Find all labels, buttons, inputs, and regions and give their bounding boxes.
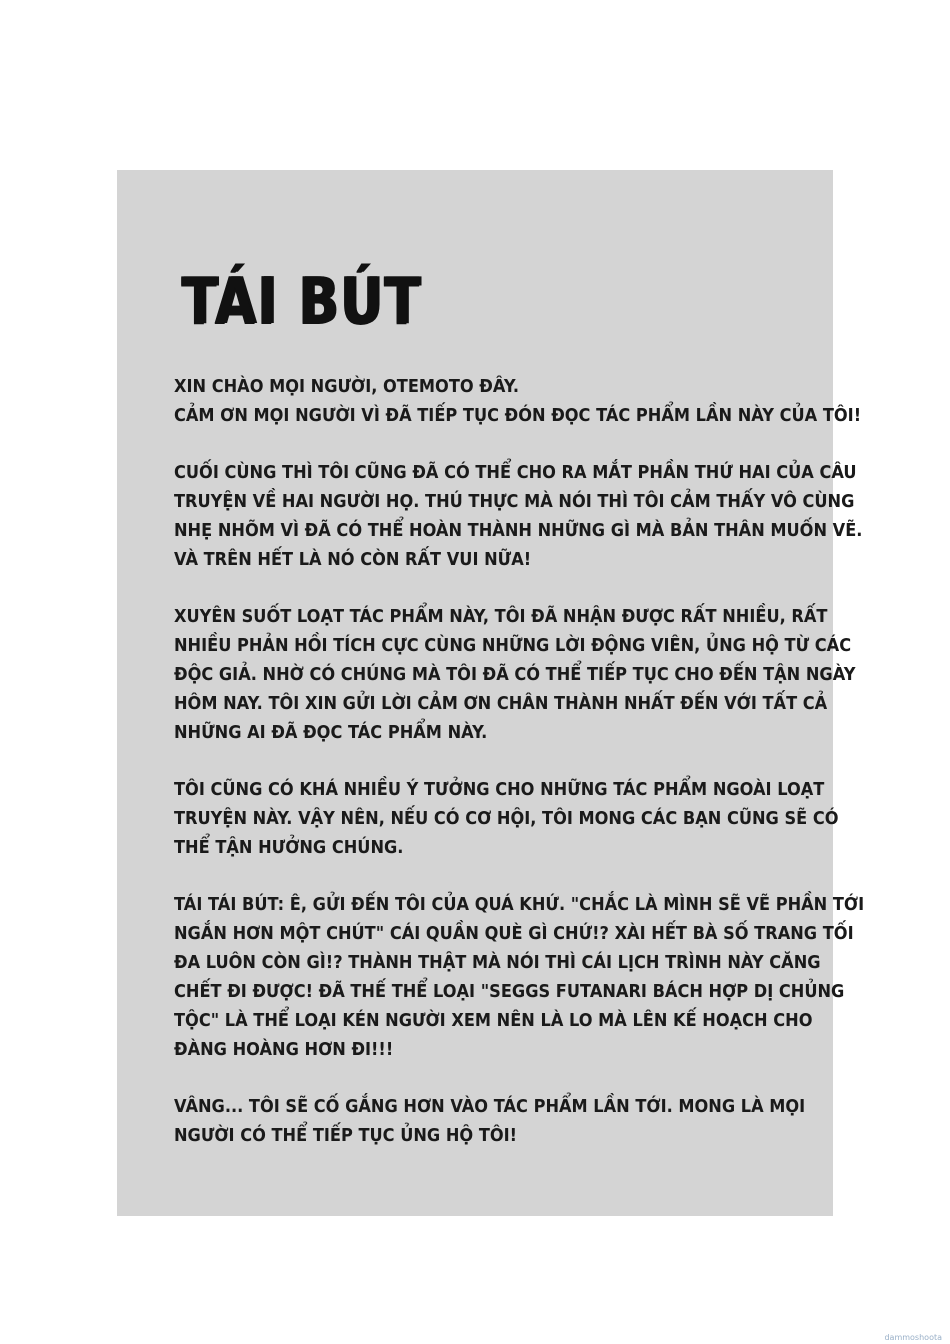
text-line: NGẮN HƠN MỘT CHÚT" CÁI QUẦN QUÈ GÌ CHỨ!? XÀI HẾT BÀ SỐ TRANG TỐI — [174, 923, 854, 944]
text-line: TÔI CŨNG CÓ KHÁ NHIỀU Ý TƯỞNG CHO NHỮNG TÁC PHẨM NGOÀI LOẠT — [174, 779, 825, 800]
paragraph-ideas — [174, 775, 839, 862]
text-line: VÂNG... TÔI SẼ CỐ GẮNG HƠN VÀO TÁC PHẨM LẦN TỚI. MONG LÀ MỌI — [174, 1096, 806, 1117]
text-line: ĐA LUÔN CÒN GÌ!? THÀNH THẬT MÀ NÓI THÌ CÁI LỊCH TRÌNH NÀY CĂNG — [174, 952, 821, 973]
text-line: CUỐI CÙNG THÌ TÔI CŨNG ĐÃ CÓ THỂ CHO RA MẮT PHẦN THỨ HAI CỦA CÂU — [174, 462, 857, 483]
paragraph-second-part — [174, 458, 863, 574]
text-line: NGƯỜI CÓ THỂ TIẾP TỤC ỦNG HỘ TÔI! — [174, 1125, 518, 1146]
text-line: CHẾT ĐI ĐƯỢC! ĐÃ THẾ THỂ LOẠI "SEGGS FUTANARI BÁCH HỢP DỊ CHỦNG — [174, 981, 845, 1002]
text-line: CẢM ƠN MỌI NGƯỜI VÌ ĐÃ TIẾP TỤC ĐÓN ĐỌC TÁC PHẨM LẦN NÀY CỦA TÔI! — [174, 405, 862, 426]
text-line: NHỮNG AI ĐÃ ĐỌC TÁC PHẨM NÀY. — [174, 722, 488, 743]
text-line: XUYÊN SUỐT LOẠT TÁC PHẨM NÀY, TÔI ĐÃ NHẬN ĐƯỢC RẤT NHIỀU, RẤT — [174, 606, 828, 627]
paragraph-closing — [174, 1092, 806, 1150]
text-line: XIN CHÀO MỌI NGƯỜI, OTEMOTO ĐÂY. — [174, 376, 520, 397]
text-line: ĐỘC GIẢ. NHỜ CÓ CHÚNG MÀ TÔI ĐÃ CÓ THỂ TIẾP TỤC CHO ĐẾN TẬN NGÀY — [174, 664, 856, 685]
text-line: TỘC" LÀ THỂ LOẠI KÉN NGƯỜI XEM NÊN LÀ LO MÀ LÊN KẾ HOẠCH CHO — [174, 1010, 813, 1031]
text-line: TRUYỆN NÀY. VẬY NÊN, NẾU CÓ CƠ HỘI, TÔI MONG CÁC BẠN CŨNG SẼ CÓ — [174, 808, 839, 829]
paragraph-thanks — [174, 602, 856, 747]
afterword-body — [174, 372, 865, 1178]
watermark: dammoshoota — [884, 1333, 942, 1342]
text-line: ĐÀNG HOÀNG HƠN ĐI!!! — [174, 1039, 394, 1060]
text-line: NHẸ NHÕM VÌ ĐÃ CÓ THỂ HOÀN THÀNH NHỮNG GÌ MÀ BẢN THÂN MUỐN VẼ. — [174, 520, 863, 541]
text-line: TÁI TÁI BÚT: Ê, GỬI ĐẾN TÔI CỦA QUÁ KHỨ. "CHẮC LÀ MÌNH SẼ VẼ PHẦN TỚI — [174, 894, 865, 915]
text-line: VÀ TRÊN HẾT LÀ NÓ CÒN RẤT VUI NỮA! — [174, 549, 532, 570]
paragraph-postscript — [174, 890, 865, 1064]
text-line: TRUYỆN VỀ HAI NGƯỜI HỌ. THÚ THỰC MÀ NÓI THÌ TÔI CẢM THẤY VÔ CÙNG — [174, 491, 855, 512]
afterword-panel — [117, 170, 865, 1216]
text-line: HÔM NAY. TÔI XIN GỬI LỜI CẢM ƠN CHÂN THÀNH NHẤT ĐẾN VỚI TẤT CẢ — [174, 693, 828, 714]
text-line: NHIỀU PHẢN HỒI TÍCH CỰC CÙNG NHỮNG LỜI ĐỘNG VIÊN, ỦNG HỘ TỪ CÁC — [174, 635, 852, 656]
page-title: TÁI BÚT — [181, 265, 422, 339]
text-line: THỂ TẬN HƯỞNG CHÚNG. — [174, 837, 404, 858]
paragraph-greeting — [174, 372, 862, 430]
